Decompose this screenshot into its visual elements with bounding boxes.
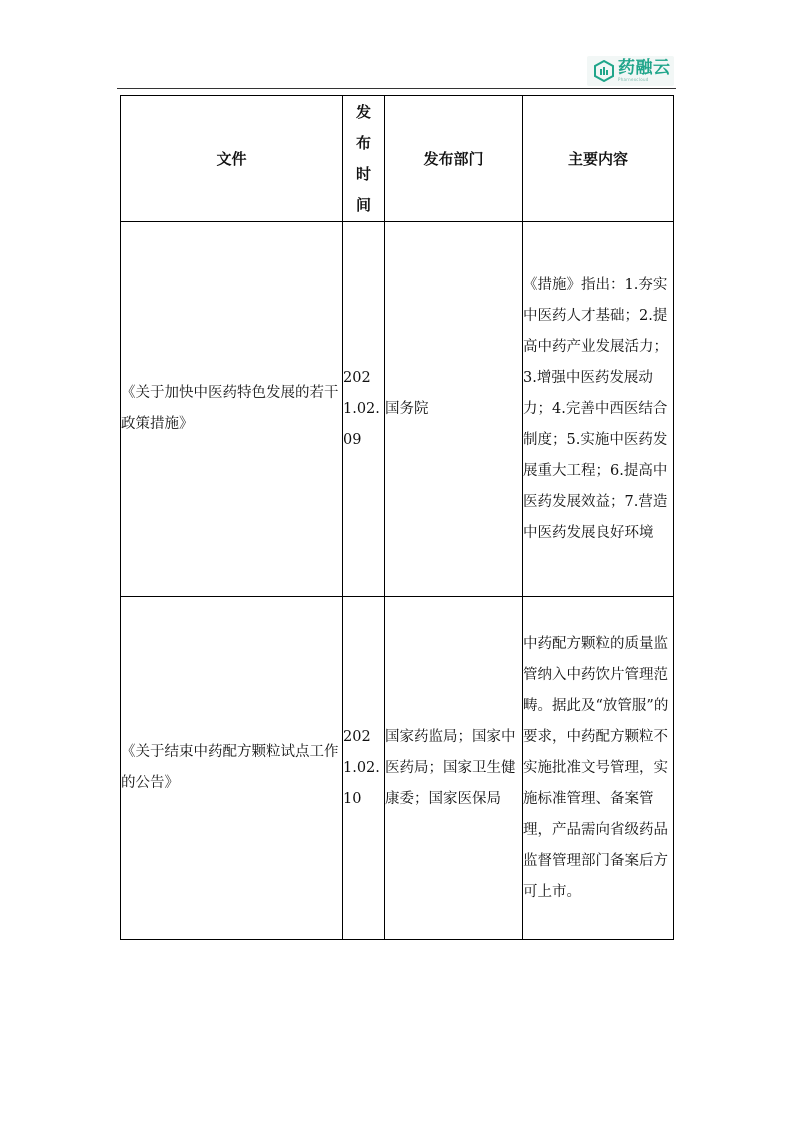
logo-icon	[593, 60, 615, 82]
cell-department: 国家药监局；国家中医药局；国家卫生健康委；国家医保局	[385, 597, 523, 940]
table-row	[121, 222, 674, 597]
cell-file: 《关于加快中医药特色发展的若干政策措施》	[121, 222, 343, 597]
column-header-date: 发布时间	[343, 96, 385, 222]
column-header-department: 发布部门	[385, 96, 523, 222]
cell-content: 中药配方颗粒的质量监管纳入中药饮片管理范畴。据此及“放管服”的要求，中药配方颗粒不实施批准文号管理，实施标准管理、备案管理，产品需向省级药品监督管理部门备案后方可上市。	[523, 597, 674, 940]
cell-department: 国务院	[385, 222, 523, 597]
cell-content: 《措施》指出：1.夯实中医药人才基础；2.提高中药产业发展活力；3.增强中医药发展动力；4.完善中西医结合制度；5.实施中医药发展重大工程；6.提高中医药发展效益；7.营造中医药发展良好环境	[523, 222, 674, 597]
column-header-content: 主要内容	[523, 96, 674, 222]
cell-date: 2021.02.09	[343, 222, 385, 597]
table-row	[121, 597, 674, 940]
cell-date: 2021.02.10	[343, 597, 385, 940]
logo-subtext: Pharnexcloud	[618, 77, 649, 82]
table-header-row	[121, 96, 674, 222]
brand-logo	[587, 56, 674, 86]
logo-text: 药融云	[618, 58, 671, 78]
header-divider	[117, 88, 676, 89]
policy-table	[120, 95, 674, 940]
cell-file: 《关于结束中药配方颗粒试点工作的公告》	[121, 597, 343, 940]
column-header-file: 文件	[121, 96, 343, 222]
